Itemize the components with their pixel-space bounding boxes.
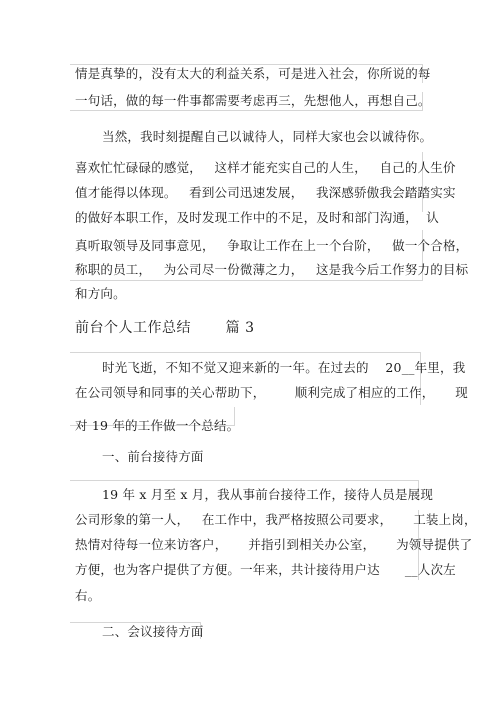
paragraph-line: 在公司领导和同事的关心帮助下， 顺利完成了相应的工作， 现 <box>75 385 468 400</box>
paragraph-line: 当然，我时刻提醒自己以诚待人，同样大家也会以诚待你。 <box>102 129 433 144</box>
paragraph-line: 方便，也为客户提供了方便。一年来，共计接待用户达 __人次左 <box>75 562 456 577</box>
paragraph-line: 对 19 年的工作做一个总结。 <box>75 418 240 433</box>
paragraph-line: 一句话，做的每一件事都需要考虑再三，先想他人，再想自己。 <box>75 93 431 108</box>
paragraph-line: 称职的员工， 为公司尽一份微薄之力， 这是我今后工作努力的目标 <box>75 262 469 277</box>
subsection-heading: 二、会议接待方面 <box>102 624 204 639</box>
paragraph-line: 时光飞逝，不知不觉又迎来新的一年。在过去的 20__年里，我 <box>102 360 466 375</box>
paragraph-line: 情是真挚的，没有太大的利益关系，可是进入社会，你所说的每 <box>75 66 431 81</box>
paragraph-line: 和方向。 <box>75 286 126 301</box>
paragraph-line: 真听取领导及同事意见， 争取让工作在上一个台阶， 做一个合格， <box>75 238 469 253</box>
paragraph-line: 值才能得以体现。 看到公司迅速发展， 我深感骄傲我会踏踏实实 <box>75 185 456 200</box>
paragraph-line: 19 年 x 月至 x 月，我从事前台接待工作，接待人员是展现 <box>102 487 434 502</box>
paragraph-line: 热情对待每一位来访客户， 并指引到相关办公室， 为领导提供了 <box>75 537 473 552</box>
paragraph-line: 喜欢忙忙碌碌的感觉， 这样才能充实自己的人生， 自己的人生价 <box>75 160 456 175</box>
subsection-heading: 一、前台接待方面 <box>102 449 204 464</box>
paragraph-line: 右。 <box>75 588 101 603</box>
paragraph-line: 的做好本职工作，及时发现工作中的不足，及时和部门沟通， 认 <box>75 210 439 225</box>
section-heading: 前台个人工作总结 篇 3 <box>75 320 255 336</box>
paragraph-line: 公司形象的第一人， 在工作中，我严格按照公司要求， 工装上岗， <box>75 512 477 527</box>
